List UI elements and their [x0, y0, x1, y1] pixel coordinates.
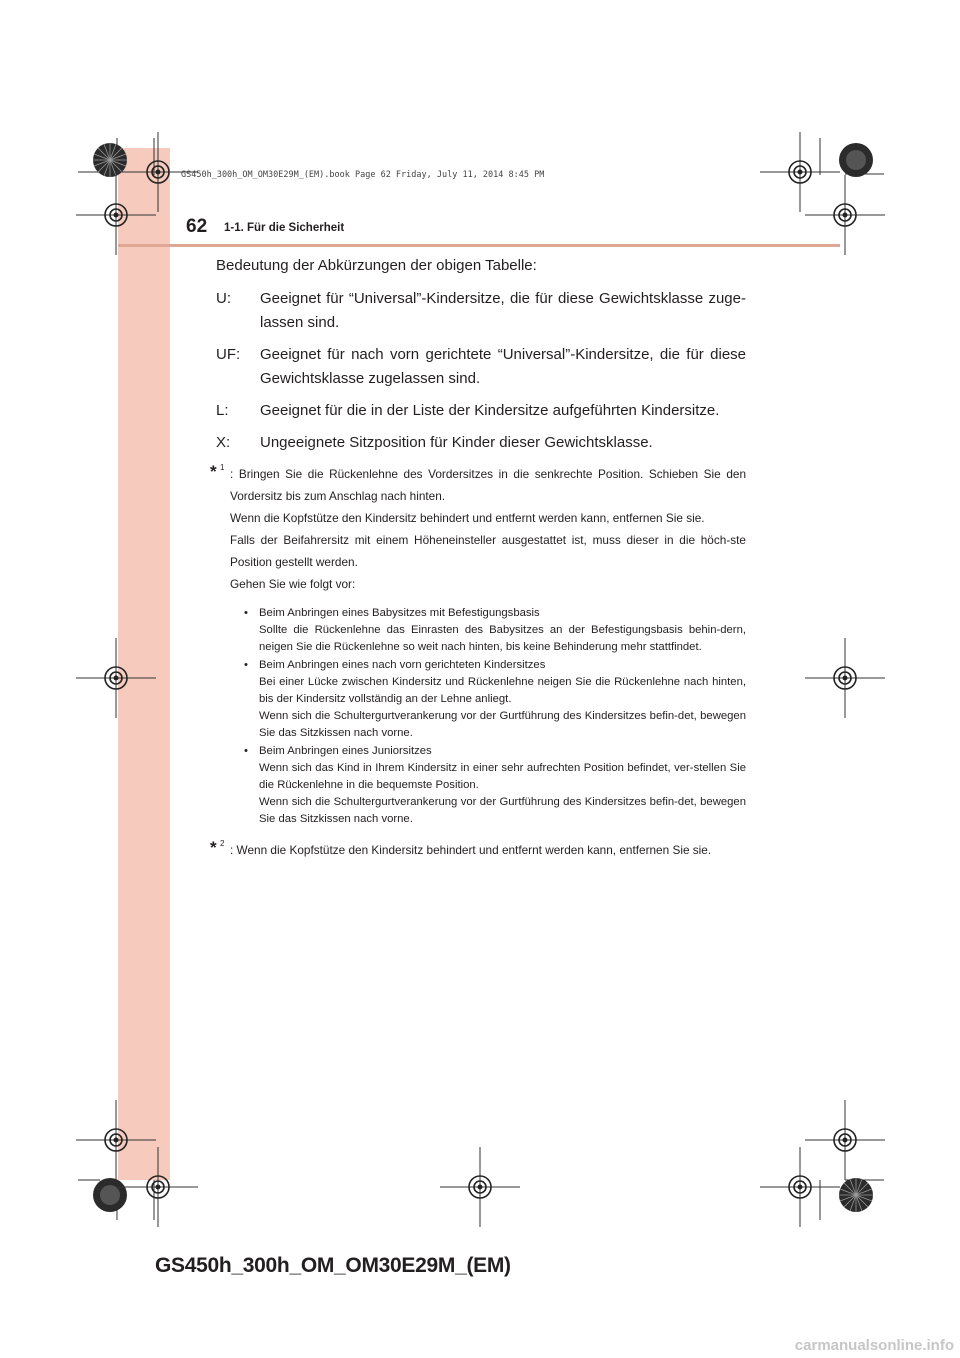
list-item-title: Beim Anbringen eines nach vorn gerichteten Kindersitzes	[259, 658, 546, 671]
definition-key: UF:	[216, 346, 241, 363]
list-item-text: Wenn sich das Kind in Ihrem Kindersitz in einer sehr aufrechten Position befindet, ver-stellen Sie die Rückenlehne in die bequemste Position.	[259, 761, 746, 792]
section-title: 1-1. Für die Sicherheit	[224, 222, 345, 234]
list-item-text: Wenn sich die Schultergurtverankerung vor der Gurtführung des Kindersitzes befin-det, bewegen Sie das Sitzkissen nach vorne.	[259, 710, 746, 740]
footnote-paragraph: Falls der Beifahrersitz mit einem Höheneinsteller ausgestattet ist, muss dieser in die höch-ste Position gestellt werden.	[230, 533, 746, 569]
definition-key: X:	[216, 434, 231, 451]
bullet-mark: •	[244, 744, 248, 757]
definition-text: Geeignet für nach vorn gerichtete “Universal”-Kindersitze, die für diese Gewichtsklasse zugelassen sind.	[260, 346, 746, 387]
footnote-paragraph: : Bringen Sie die Rückenlehne des Vordersitzes in die senkrechte Position. Schieben Sie den Vordersitz bis zum Anschlag nach hinten.	[230, 467, 746, 503]
page-number: 62	[186, 216, 208, 237]
footnote-paragraph: Gehen Sie wie folgt vor:	[230, 577, 356, 591]
definition-text: Ungeeignete Sitzposition für Kinder dieser Gewichtsklasse.	[260, 434, 653, 451]
footnote-paragraph: Wenn die Kopfstütze den Kindersitz behindert und entfernt werden kann, entfernen Sie sie.	[230, 511, 705, 525]
definition-text: Geeignet für die in der Liste der Kindersitze aufgeführten Kindersitze.	[260, 402, 720, 419]
list-item-text: Bei einer Lücke zwischen Kindersitz und Rückenlehne neigen Sie die Rückenlehne nach hinten, bis der Kindersitz vollständig an der Lehne anliegt.	[259, 675, 746, 706]
bullet-mark: •	[244, 658, 248, 671]
book-stamp: GS450h_300h_OM_OM30E29M_(EM).book Page 62 Friday, July 11, 2014 8:45 PM	[181, 170, 545, 180]
list-item-title: Beim Anbringen eines Babysitzes mit Befestigungsbasis	[259, 607, 540, 619]
footnote-number: 1	[220, 463, 225, 472]
definition-key: L:	[216, 402, 229, 419]
footnote-number: 2	[220, 838, 225, 848]
document-code: GS450h_300h_OM_OM30E29M_(EM)	[155, 1254, 511, 1277]
footnote-asterisk: *	[210, 462, 217, 481]
list-item-title: Beim Anbringen eines Juniorsitzes	[259, 744, 432, 757]
footnote-asterisk: *	[210, 837, 217, 857]
watermark: carmanualsonline.info	[794, 1337, 954, 1354]
footnote-paragraph: : Wenn die Kopfstütze den Kindersitz behindert und entfernt werden kann, entfernen Sie sie.	[230, 842, 712, 857]
intro-text: Bedeutung der Abkürzungen der obigen Tabelle:	[216, 257, 537, 274]
bullet-mark: •	[244, 607, 248, 619]
definition-key: U:	[216, 290, 231, 307]
definition-text: Geeignet für “Universal”-Kindersitze, die für diese Gewichtsklasse zuge-lassen sind.	[260, 290, 746, 331]
list-item-text: Sollte die Rückenlehne das Einrasten des Babysitzes an der Befestigungsbasis behin-dern, neigen Sie die Rückenlehne so weit nach hinten, bis keine Behinderung mehr stattfindet.	[259, 624, 746, 654]
list-item-text: Wenn sich die Schultergurtverankerung vor der Gurtführung des Kindersitzes befin-det, bewegen Sie das Sitzkissen nach vorne.	[259, 796, 746, 826]
